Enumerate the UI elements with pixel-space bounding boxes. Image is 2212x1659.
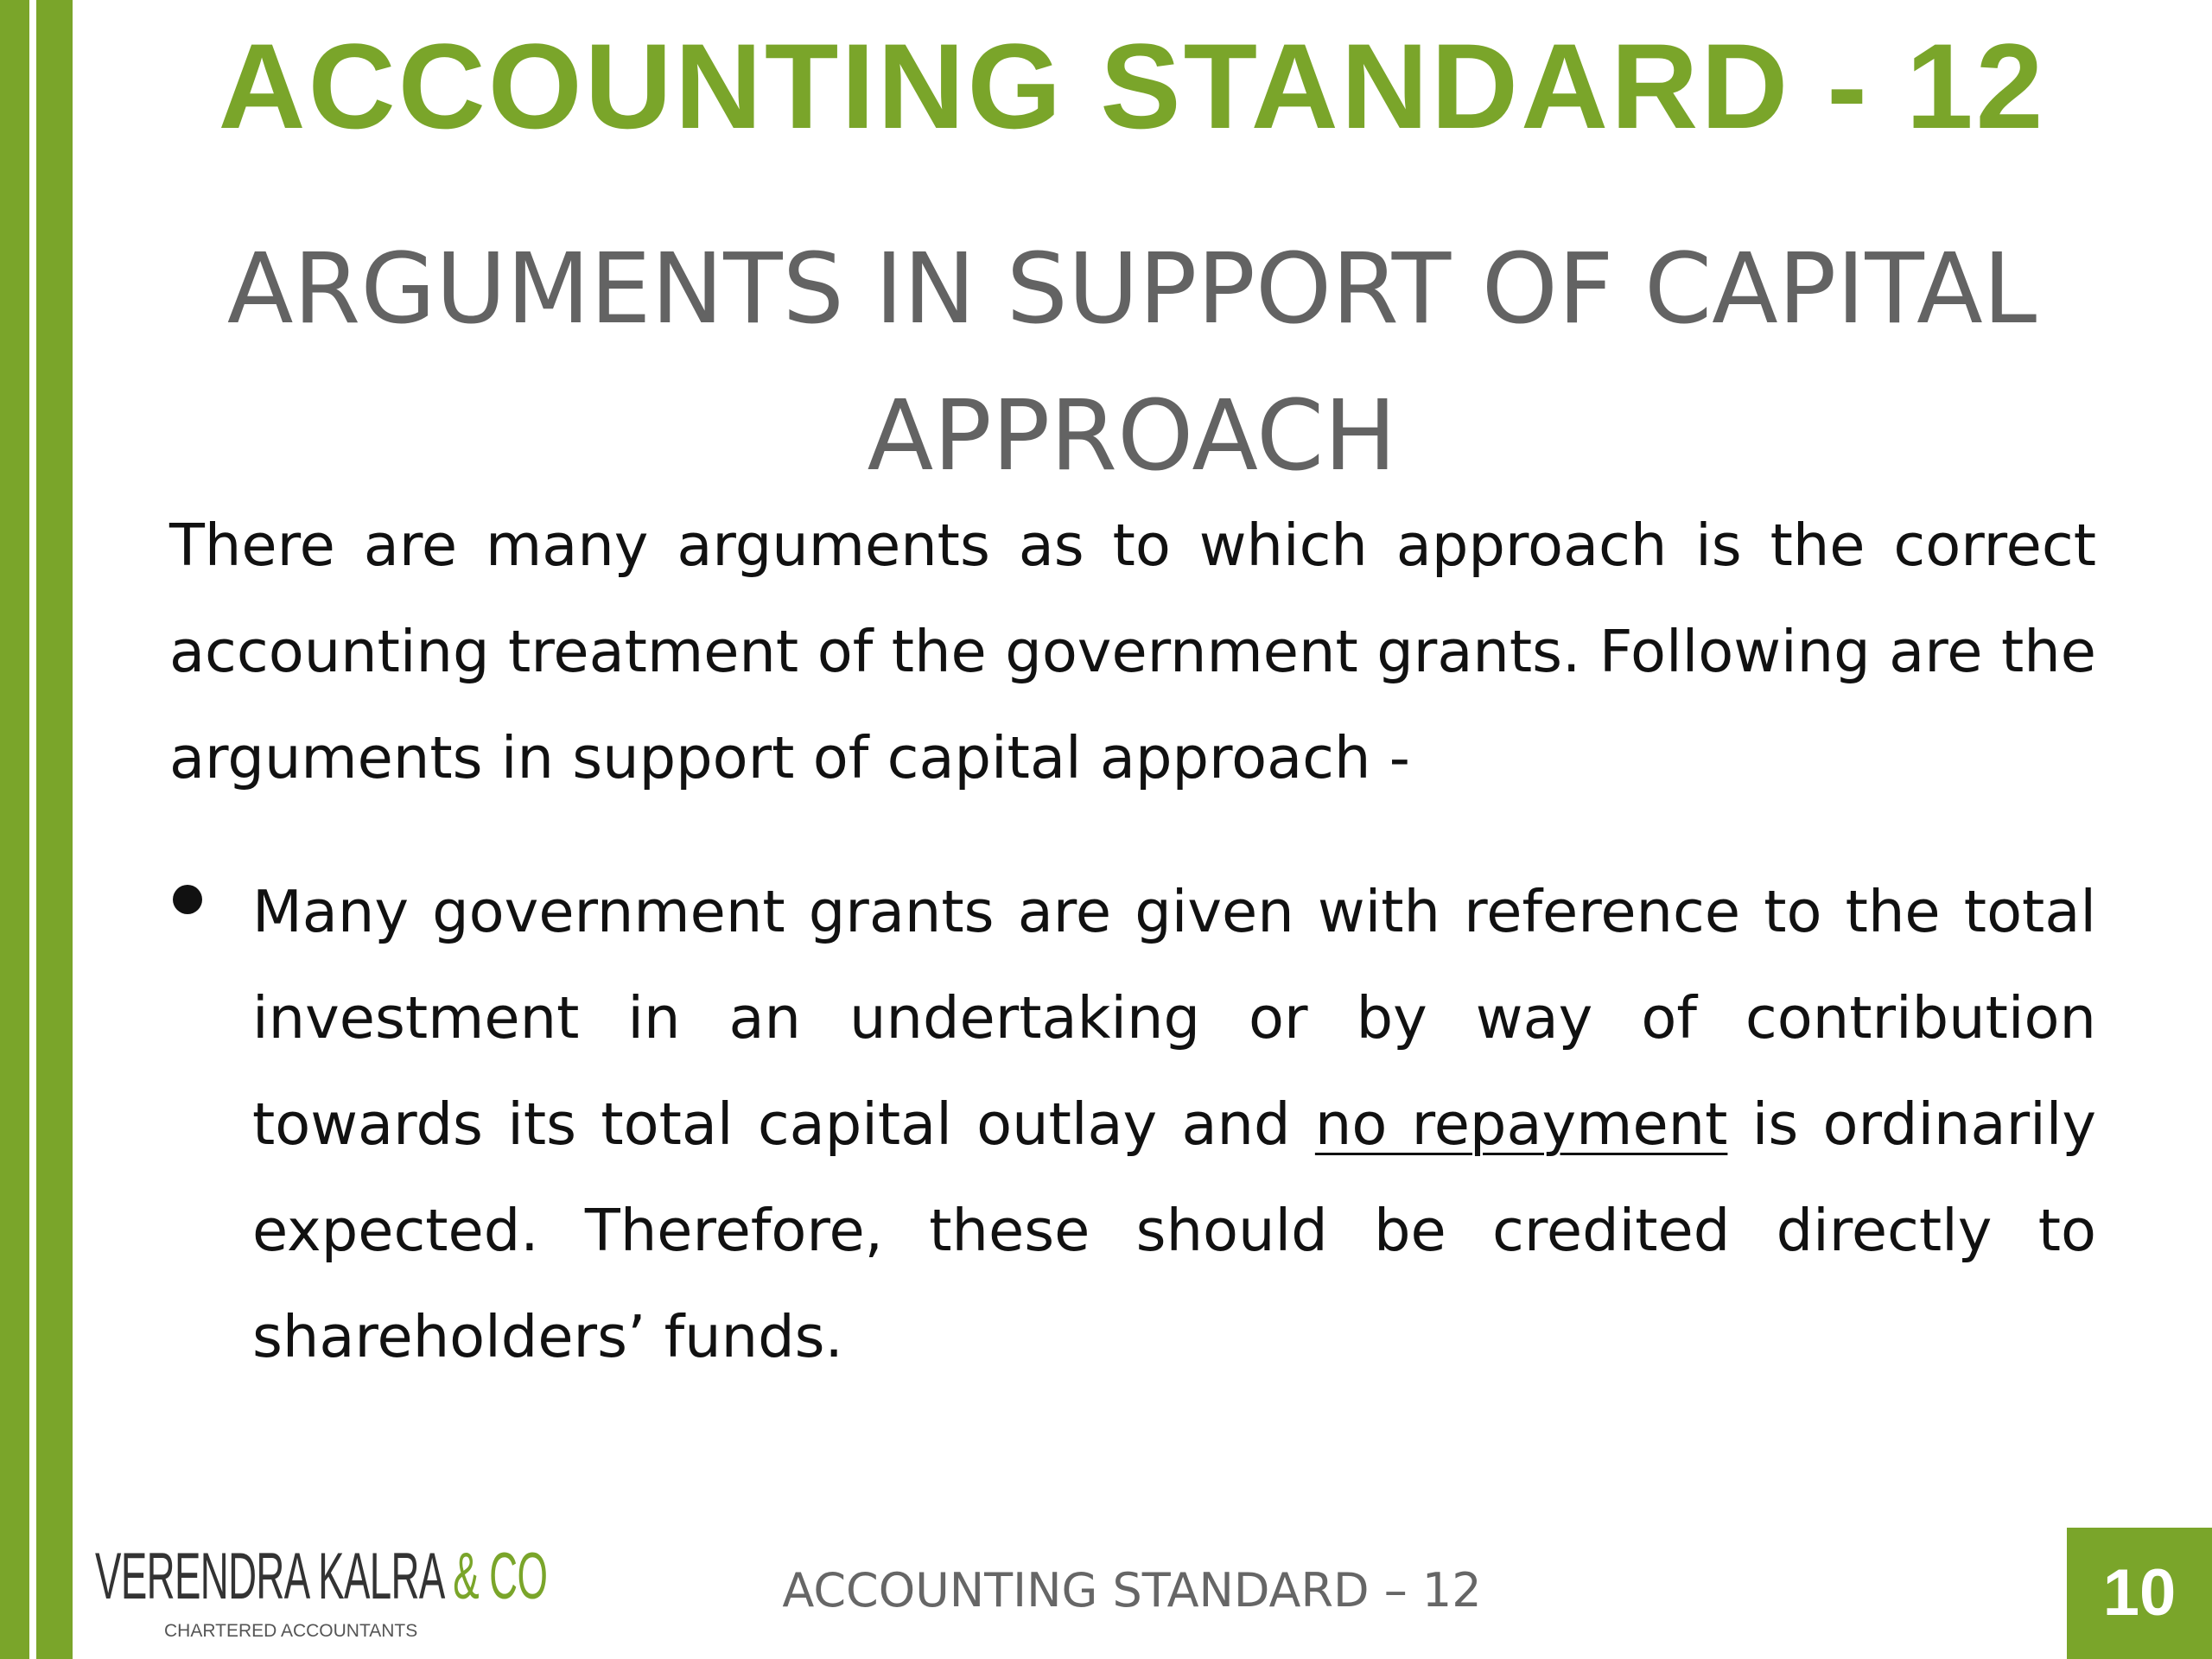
- slide-subtitle: ARGUMENTS IN SUPPORT OF CAPITAL APPROACH: [226, 233, 2037, 493]
- left-accent-bar-inner: [36, 0, 73, 1659]
- company-logo: [95, 1538, 548, 1642]
- bullet-text-before: Many government grants are given with reference to the total investment in an undertaking or by way of contribution towards its total capital outlay and: [252, 878, 2096, 1158]
- bullet-icon: [173, 885, 202, 914]
- left-accent-bar-outer: [0, 0, 29, 1659]
- logo-subtitle: CHARTERED ACCOUNTANTS: [164, 1621, 418, 1641]
- intro-paragraph: There are many arguments as to which approach is the correct accounting treatment of the government grants. Following are the arguments in support of capital approach -: [169, 512, 2096, 791]
- bullet-item: [252, 859, 2096, 1390]
- slide-title: ACCOUNTING STANDARD - 12: [218, 18, 2046, 154]
- page-number-box: [2067, 1528, 2212, 1659]
- left-accent-bar-gap: [29, 0, 36, 1659]
- page-number: 10: [2102, 1556, 2177, 1630]
- logo-name-text: VERENDRA KALRA: [95, 1540, 454, 1613]
- bullet-underlined-text: no repayment: [1314, 1090, 1728, 1158]
- bullet-text-after: is ordinarily expected. Therefore, these should be credited directly to shareholders’ funds.: [252, 1090, 2097, 1370]
- footer-title: ACCOUNTING STANDARD – 12: [782, 1563, 1482, 1618]
- logo-wordmark: [95, 1538, 547, 1616]
- logo-amp-text: & CO: [453, 1540, 548, 1613]
